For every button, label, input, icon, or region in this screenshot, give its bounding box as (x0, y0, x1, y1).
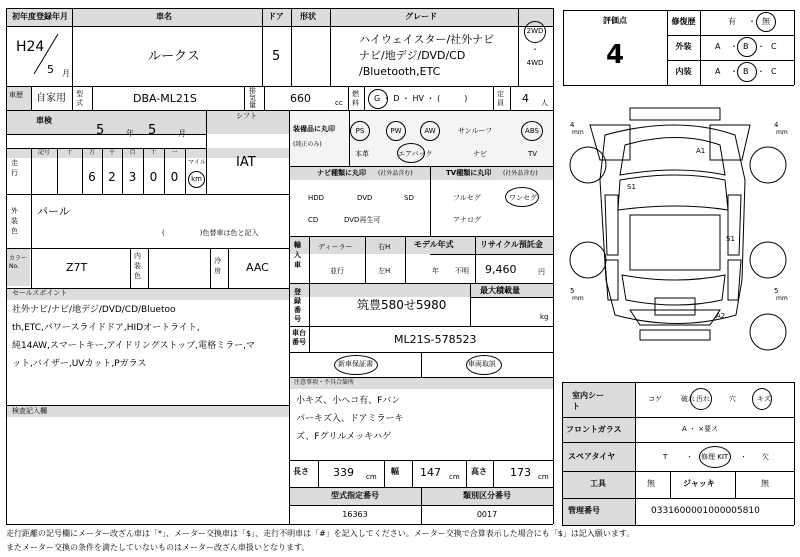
displacement-unit: cc (335, 99, 343, 107)
sales-point-line: 純14AW,スマートキー,アイドリングストップ,電格ミラー,マ (12, 341, 255, 351)
interior-grade-c: C (771, 67, 777, 76)
grade-separator: ・ (757, 67, 765, 76)
score-label: 評価点 (603, 16, 627, 25)
tv-type-label: TV種類に丸印 (446, 169, 492, 177)
spare-opt-missing: 欠 (762, 453, 769, 461)
repair-no: 無 (762, 17, 770, 26)
navi-type-dvd-play: DVD再生可 (344, 216, 381, 224)
door-count: 5 (272, 49, 281, 64)
capacity-unit: 人 (541, 99, 548, 107)
color-no-label: カラーNo. (9, 255, 28, 270)
tv-type-oneseg: ワンセグ (509, 194, 537, 202)
height-value: 173 (510, 466, 531, 479)
inspector-label: 検査記入欄 (12, 407, 47, 415)
grade-line-2: ナビ/地デジ/DVD/CD (359, 49, 466, 62)
chassis-number: ML21S-578523 (394, 333, 477, 346)
seat-opt-stain: 汚れ (696, 395, 710, 403)
grade-separator: ・ (757, 42, 765, 51)
tv-type-analog: アナログ (453, 216, 481, 224)
model-label: 型式 (76, 90, 83, 107)
month-unit: 月 (62, 69, 70, 78)
seat-label: 室内シート (572, 391, 604, 411)
damage-mark-s1-left: S1 (627, 183, 636, 191)
recycle-unit: 円 (538, 268, 545, 276)
height-label: 高さ (471, 467, 487, 476)
navi-type-cd: CD (308, 216, 319, 224)
fuel-label: 燃料 (352, 90, 359, 107)
reg-no-label: 登録番号 (294, 288, 301, 323)
sales-point-line: 社外ナビ/ナビ/地デジ/DVD/CD/Bluetoo (12, 305, 176, 315)
mileage-digit: 3 (128, 170, 137, 184)
mileage-digit: 2 (108, 170, 116, 184)
interior-grade-label: 内装 (675, 67, 692, 76)
equip-leather: 本革 (355, 150, 369, 158)
tire-depth-unit: mm (776, 129, 788, 136)
footer-note-2: またメーター交換の条件を満たしていないものはメーター改ざん車扱いとなります。 (6, 543, 310, 552)
navi-type-label: ナビ種類に丸印 (317, 169, 366, 177)
interior-grade-a: A (715, 67, 721, 76)
tire-depth-fl: 4 (570, 121, 575, 129)
shift-label: シフト (236, 112, 257, 120)
windshield-label: フロントガラス (566, 425, 622, 434)
note-line: ズ、Fグリルメッキハゲ (296, 432, 392, 442)
mileage-header: 百 (129, 149, 136, 156)
sales-point-line: ット,バイザー,UVカット,Pガラス (12, 359, 147, 369)
mileage-header: 十 (66, 149, 73, 156)
sales-point-label: セールスポイント (12, 289, 68, 297)
length-label: 長さ (293, 467, 309, 476)
exterior-color-label: 外装色 (11, 207, 18, 235)
model-year-unknown: 不明 (455, 267, 469, 275)
width-unit: cm (449, 473, 460, 481)
seat-opt-hole: 穴 (729, 395, 736, 403)
notes-label: 注意事項・不具合箇所 (294, 379, 355, 386)
chassis-label: 車台番号 (292, 329, 306, 346)
shift-value: IAT (236, 155, 256, 170)
equipment-label: 装備品に丸印 (293, 125, 335, 133)
sales-point-line: th,ETC,パワースライドドア,HIDオートライト, (12, 323, 200, 333)
type-designation-value: 16363 (342, 510, 368, 519)
model-code: DBA-ML21S (133, 92, 197, 105)
jack-value: 無 (761, 479, 769, 488)
seat-opt-tear: 破れ (681, 395, 695, 403)
tire-depth-rl: 5 (570, 287, 575, 295)
management-no-label: 管理番号 (568, 506, 600, 515)
exterior-grade-label: 外装 (675, 42, 692, 51)
recycle-label: リサイクル預託金 (480, 240, 543, 249)
car-name: ルークス (148, 49, 200, 64)
color-change-note: ( )色替車は色と記入 (162, 229, 259, 237)
exterior-grade-c: C (771, 42, 777, 51)
mileage-label: 走行 (11, 159, 18, 177)
grade-line-3: /Bluetooth,ETC (359, 65, 441, 78)
spare-opt-kit: 修理 KIT (701, 453, 729, 461)
shape-header: 形状 (300, 12, 316, 21)
first-registration-month: 5 (47, 63, 54, 76)
mileage-header: 千 (108, 149, 115, 156)
equip-ps: PS (355, 127, 365, 135)
parallel-option: 並行 (330, 267, 344, 275)
drive-2wd: 2WD (526, 27, 544, 35)
equipment-note: (純正のみ) (293, 141, 322, 148)
ac-label: 冷房 (214, 257, 221, 275)
car-name-header: 車名 (156, 12, 172, 21)
tv-type-note: (社外品含む) (503, 170, 538, 177)
exterior-grade-b: B (743, 42, 749, 51)
exterior-color-value: パール (37, 205, 70, 218)
seat-opt-burn: コゲ (648, 395, 662, 403)
drive-4wd: 4WD (526, 59, 544, 67)
spare-opt-t: T (663, 453, 668, 461)
navi-type-sd: SD (404, 194, 414, 202)
mileage-header: 十 (150, 149, 157, 156)
usage-label: 車歴 (9, 91, 23, 99)
mileage-header-symbol: 記号 (37, 149, 50, 156)
displacement-label: 排気量 (249, 87, 256, 109)
first-registration-header: 初年度登録年月 (12, 12, 68, 21)
repair-history-label: 修復歴 (671, 17, 696, 26)
slash-divider (30, 32, 60, 76)
equip-aw: AW (424, 127, 436, 135)
mileage-unit-mile: マイル (188, 159, 206, 166)
car-damage-diagram (560, 100, 796, 370)
jack-label: ジャッキ (683, 479, 715, 488)
recycle-amount: 9,460 (485, 263, 517, 276)
mileage-unit-km: km (191, 175, 202, 183)
type-designation-label: 型式指定番号 (331, 491, 379, 500)
score-value: 4 (605, 40, 625, 70)
tire-depth-unit: mm (572, 129, 584, 136)
tv-type-fullseg: フルセグ (453, 194, 481, 202)
new-warranty: 新車保証書 (338, 360, 373, 368)
interior-color-label: 内装色 (134, 252, 141, 280)
inspection-year-unit: 年 (126, 129, 134, 138)
mileage-header: 万 (88, 149, 95, 156)
equip-abs: ABS (525, 127, 539, 135)
ac-value: AAC (246, 261, 269, 274)
max-load-unit: kg (540, 313, 549, 321)
tire-depth-fr: 4 (774, 121, 779, 129)
inspection-label: 車検 (36, 116, 52, 125)
fuel-options: G ・ D ・ HV ・ ( ) (374, 94, 468, 103)
tools-label: 工具 (590, 479, 606, 488)
grade-line-1: ハイウェイスター/社外ナビ (359, 33, 495, 46)
grade-header: グレード (405, 12, 437, 21)
length-value: 339 (333, 466, 354, 479)
left-hand-option: 左H (378, 267, 391, 275)
right-hand-option: 右H (378, 243, 391, 251)
mileage-digit: 0 (170, 170, 179, 184)
tire-depth-unit: mm (572, 295, 584, 302)
width-label: 幅 (391, 467, 399, 476)
category-value: 0017 (476, 510, 498, 519)
exterior-grade-a: A (715, 42, 721, 51)
vehicle-manual: 車両取説 (468, 360, 496, 368)
usage-value: 自家用 (36, 93, 66, 104)
width-value: 147 (420, 466, 441, 479)
capacity-value: 4 (522, 92, 529, 105)
inspection-year: 5 (96, 123, 105, 138)
interior-grade-b: B (743, 67, 749, 76)
note-line: 小キズ、小ヘコ有、Fバン (296, 396, 401, 406)
dealer-option: ディーラー (318, 243, 353, 251)
category-label: 類別区分番号 (463, 491, 511, 500)
tools-value: 無 (647, 479, 655, 488)
windshield-options: A ・ ×要ス (682, 425, 719, 433)
equip-sunroof: サンルーフ (458, 127, 493, 135)
height-unit: cm (538, 473, 549, 481)
damage-mark-a2: A2 (716, 312, 726, 320)
fuel-g-circle (368, 89, 388, 109)
repair-yes: 有 (728, 17, 736, 26)
inspection-month-unit: 月 (178, 129, 186, 138)
spare-tire-label: スペアタイヤ (568, 452, 616, 461)
reg-no-value: 筑豊580せ5980 (357, 298, 447, 312)
grade-separator: ・ (730, 67, 738, 76)
note-line: パーキズ入、ドアミラーキ (296, 414, 404, 424)
import-label: 輸入車 (294, 241, 301, 269)
grade-separator: ・ (730, 42, 738, 51)
model-year-label: モデル年式 (414, 240, 454, 249)
drive-separator: ・ (531, 45, 539, 54)
tire-depth-unit: mm (776, 295, 788, 302)
navi-type-hdd: HDD (308, 194, 325, 202)
equip-tv: TV (528, 150, 538, 158)
model-year-year: 年 (432, 267, 439, 275)
mileage-header: 一 (171, 149, 178, 156)
tire-depth-rr: 5 (774, 287, 779, 295)
max-load-label: 最大積載量 (480, 286, 520, 295)
equip-pw: PW (390, 127, 402, 135)
damage-mark-a1: A1 (696, 147, 706, 155)
footer-note-1: 走行距離の記号欄にメーター改ざん車は「*」、メーター交換車は「$」、走行不明車は「#」を記入してください。メーター交換で合算表示した場合にも「$」は記入願います。 (6, 529, 635, 538)
mileage-digit: 6 (88, 170, 96, 184)
navi-type-note: (社外品含む) (378, 170, 413, 177)
equip-navi: ナビ (473, 150, 487, 158)
door-header: ドア (268, 12, 284, 21)
damage-mark-s1-right: S1 (726, 235, 735, 243)
seat-opt-scratch: キズ (757, 395, 771, 403)
equip-airbag: エアバック (398, 150, 433, 158)
capacity-label: 定員 (497, 90, 504, 107)
length-unit: cm (366, 473, 377, 481)
mileage-digit: 0 (149, 170, 158, 184)
color-no-value: Z7T (66, 261, 88, 274)
navi-type-dvd: DVD (357, 194, 373, 202)
first-registration-era: H24 (16, 39, 45, 55)
inspection-month: 5 (148, 123, 157, 138)
displacement-value: 660 (290, 92, 311, 105)
management-no-value: 0331600001000005810 (651, 506, 760, 516)
